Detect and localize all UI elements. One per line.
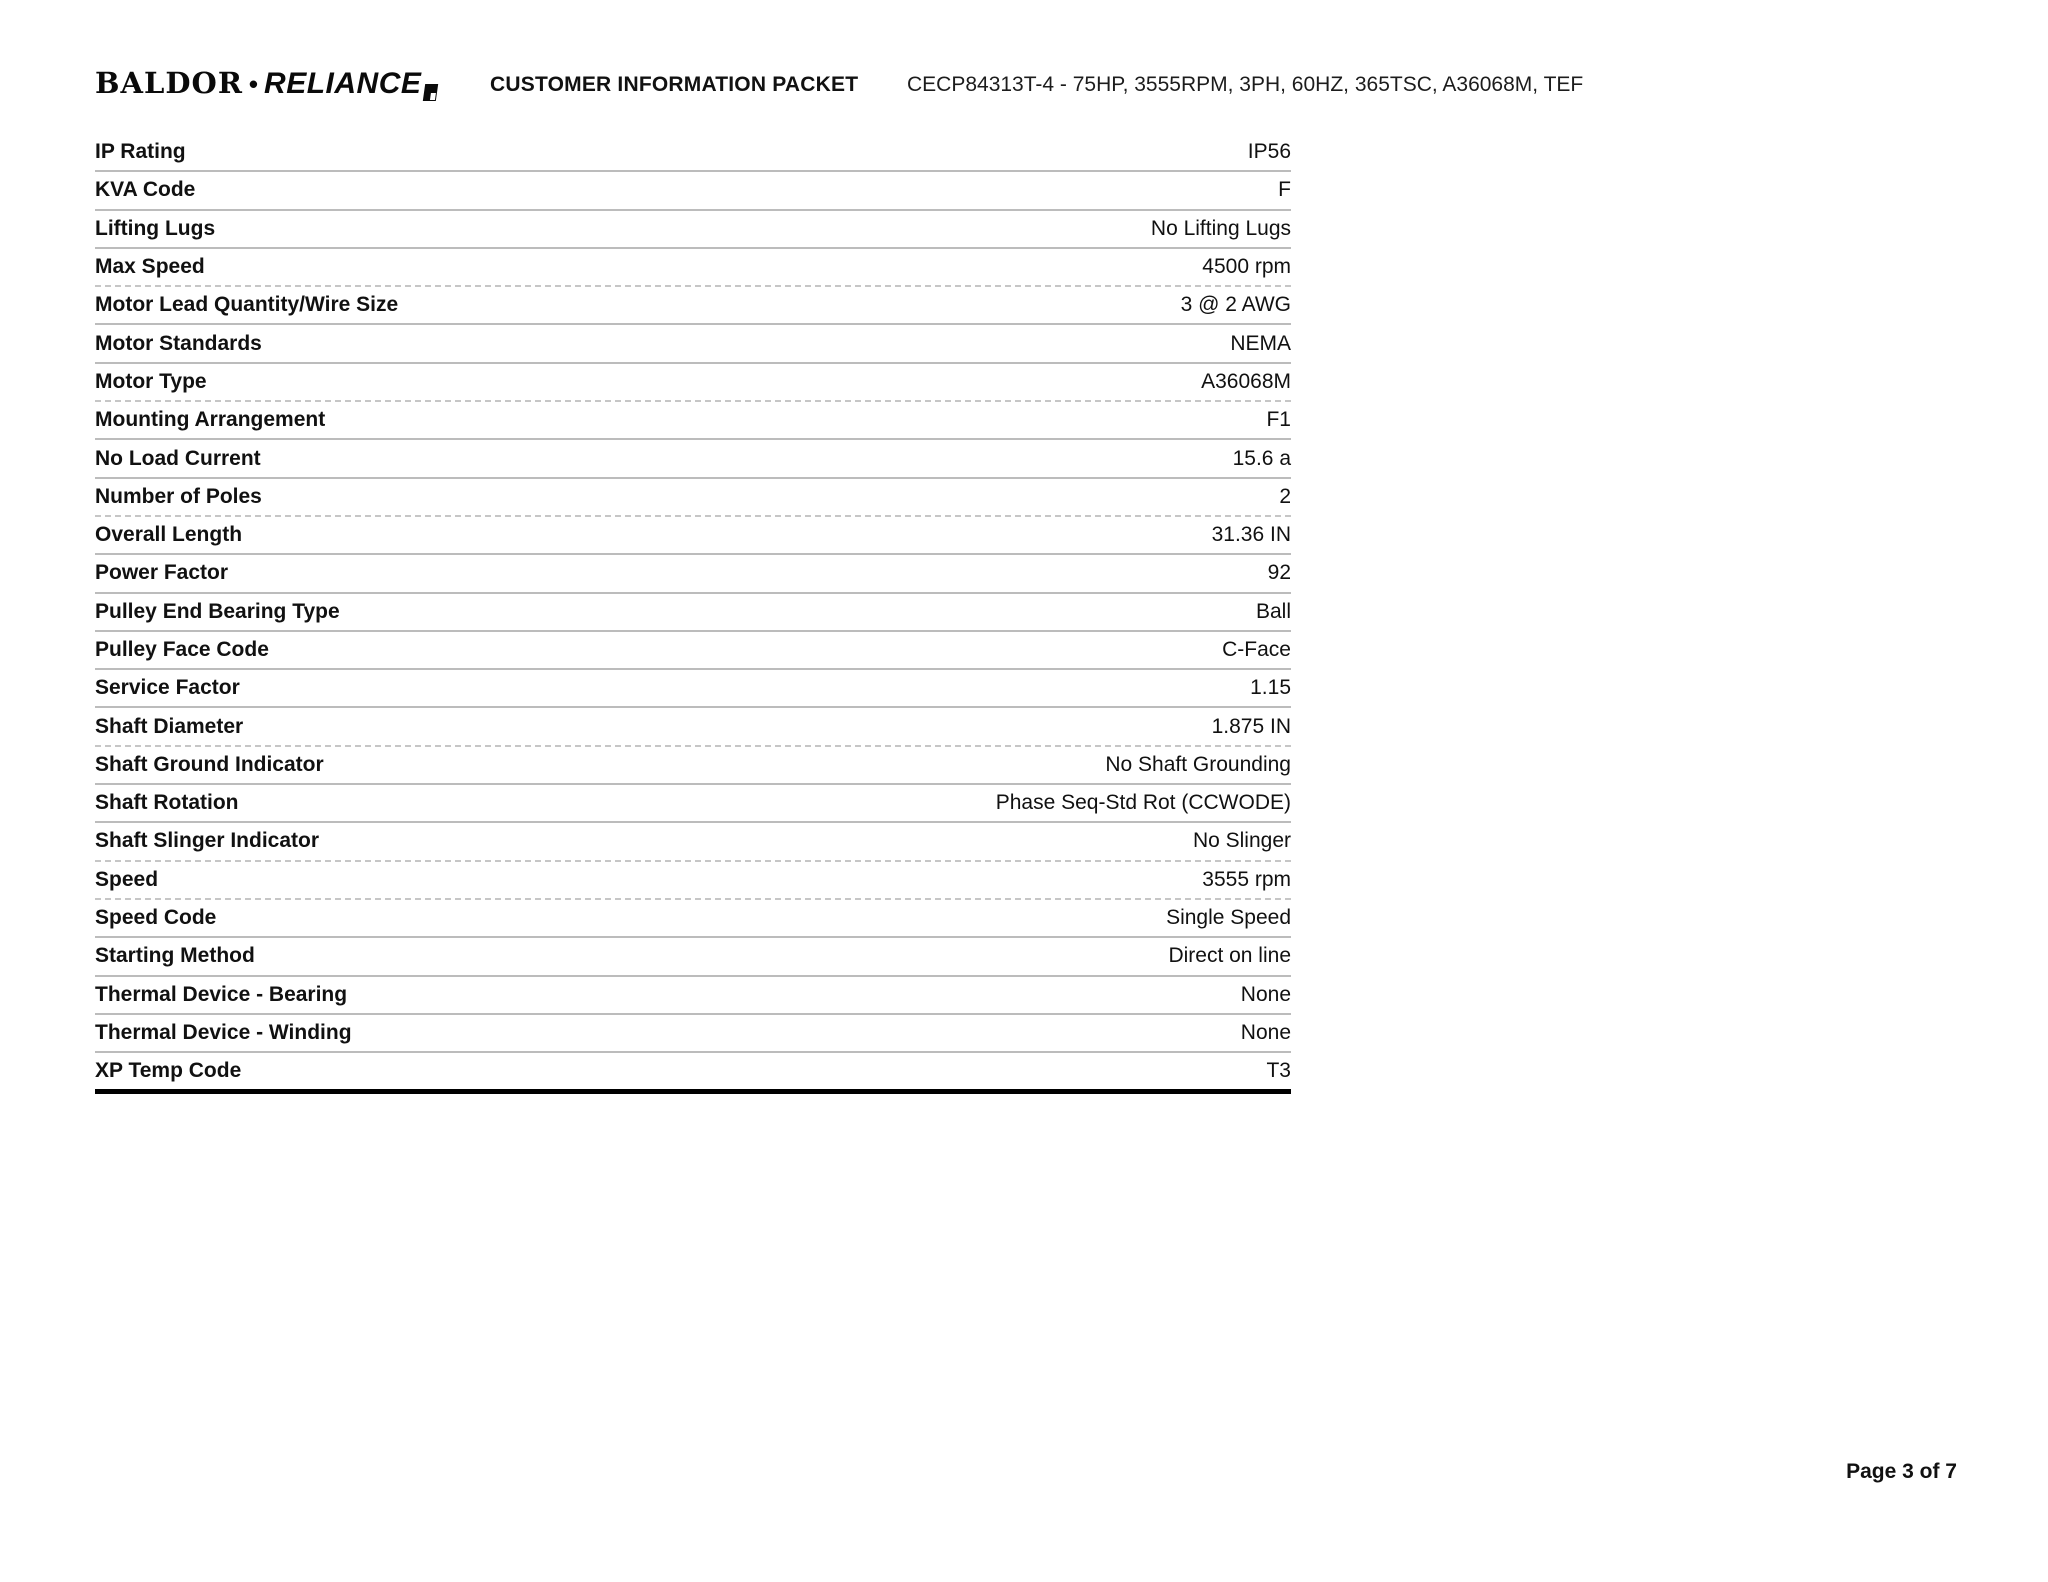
row-value: Direct on line xyxy=(1168,944,1291,968)
table-row xyxy=(95,402,1291,440)
table-row xyxy=(95,479,1291,517)
logo-trademark-icon xyxy=(423,84,438,101)
table-row xyxy=(95,747,1291,785)
table-row xyxy=(95,325,1291,363)
row-value: 3 @ 2 AWG xyxy=(1180,293,1291,317)
row-label: Mounting Arrangement xyxy=(95,408,326,432)
row-value: None xyxy=(1240,1020,1291,1044)
row-value: 2 xyxy=(1279,484,1291,508)
row-label: Motor Type xyxy=(95,369,207,393)
table-row xyxy=(95,555,1291,593)
row-label: Thermal Device - Bearing xyxy=(95,982,348,1006)
row-label: Shaft Slinger Indicator xyxy=(95,829,320,853)
row-label: Pulley End Bearing Type xyxy=(95,599,340,623)
row-value: T3 xyxy=(1266,1059,1291,1083)
table-row xyxy=(95,862,1291,900)
row-label: Motor Lead Quantity/Wire Size xyxy=(95,293,399,317)
table-row xyxy=(95,708,1291,746)
table-row xyxy=(95,977,1291,1015)
table-row xyxy=(95,172,1291,210)
row-value: F xyxy=(1278,178,1291,202)
document-code: CECP84313T-4 - 75HP, 3555RPM, 3PH, 60HZ, 365TSC, A36068M, TEF xyxy=(907,73,1584,96)
row-value: 31.36 IN xyxy=(1211,523,1291,547)
row-value: IP56 xyxy=(1247,140,1291,164)
table-row xyxy=(95,785,1291,823)
row-label: XP Temp Code xyxy=(95,1059,242,1083)
row-label: KVA Code xyxy=(95,178,196,202)
row-label: Overall Length xyxy=(95,523,243,547)
row-label: Motor Standards xyxy=(95,331,262,355)
logo-separator-dot: • xyxy=(248,69,259,99)
row-value: No Slinger xyxy=(1192,829,1291,853)
page-number: Page 3 of 7 xyxy=(1846,1460,1957,1483)
row-label: IP Rating xyxy=(95,140,186,164)
row-value: 3555 rpm xyxy=(1202,867,1291,891)
row-label: Shaft Rotation xyxy=(95,791,239,815)
row-label: Lifting Lugs xyxy=(95,216,216,240)
row-label: Thermal Device - Winding xyxy=(95,1020,352,1044)
table-row xyxy=(95,1015,1291,1053)
table-row xyxy=(95,287,1291,325)
row-label: Shaft Ground Indicator xyxy=(95,752,324,776)
row-value: 1.15 xyxy=(1250,676,1291,700)
document-title: CUSTOMER INFORMATION PACKET xyxy=(490,73,859,96)
table-row xyxy=(95,823,1291,861)
row-value: F1 xyxy=(1266,408,1291,432)
row-label: Speed xyxy=(95,867,159,891)
row-value: 1.875 IN xyxy=(1211,714,1291,738)
table-row xyxy=(95,517,1291,555)
row-value: No Shaft Grounding xyxy=(1105,752,1291,776)
row-value: No Lifting Lugs xyxy=(1150,216,1291,240)
table-row xyxy=(95,211,1291,249)
row-label: Pulley Face Code xyxy=(95,638,269,661)
row-label: Max Speed xyxy=(95,255,205,279)
row-label: No Load Current xyxy=(95,446,261,470)
row-label: Starting Method xyxy=(95,944,255,968)
spec-table xyxy=(95,134,1291,1094)
table-row xyxy=(95,134,1291,172)
table-row xyxy=(95,364,1291,402)
table-row xyxy=(95,900,1291,938)
baldor-reliance-logo xyxy=(95,66,437,101)
row-value: C-Face xyxy=(1222,638,1291,661)
page-header xyxy=(95,66,1953,100)
table-row xyxy=(95,249,1291,287)
row-value: Ball xyxy=(1255,599,1291,623)
row-value: 92 xyxy=(1267,561,1291,585)
table-row xyxy=(95,1053,1291,1094)
row-value: 4500 rpm xyxy=(1202,255,1291,279)
row-label: Service Factor xyxy=(95,676,240,700)
table-row xyxy=(95,594,1291,632)
row-value: Phase Seq-Std Rot (CCWODE) xyxy=(995,791,1291,815)
row-value: 15.6 a xyxy=(1232,446,1291,470)
row-value: A36068M xyxy=(1201,369,1291,393)
table-row xyxy=(95,938,1291,976)
row-label: Shaft Diameter xyxy=(95,714,244,738)
row-label: Speed Code xyxy=(95,906,217,930)
row-value: NEMA xyxy=(1230,331,1291,355)
baldor-wordmark: BALDOR xyxy=(95,66,243,100)
row-label: Power Factor xyxy=(95,561,229,585)
row-value: None xyxy=(1240,982,1291,1006)
table-row xyxy=(95,632,1291,670)
reliance-wordmark: RELIANCE xyxy=(264,67,422,100)
row-label: Number of Poles xyxy=(95,484,262,508)
table-row xyxy=(95,670,1291,708)
row-value: Single Speed xyxy=(1166,906,1291,930)
table-row xyxy=(95,440,1291,478)
